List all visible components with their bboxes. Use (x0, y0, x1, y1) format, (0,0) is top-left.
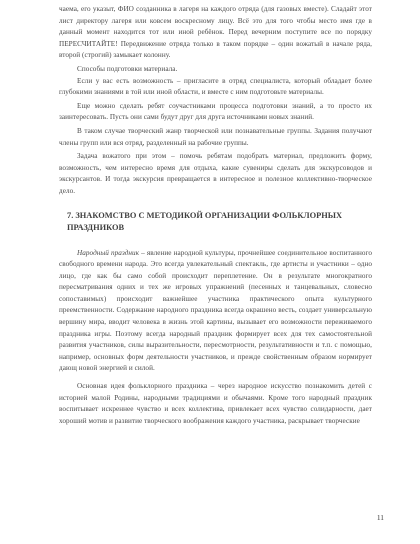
paragraph-6-body: – явление народной культуры, прочнейшее соединительное воспитанного свободного времени народа. Это всегда увлекательный спектакль, где артисты и участники – одно лицо, где как бы само собой происходит переплетение. Он в результате многократного пересматривания одних и тех же игровых упражнений (песенных и танцевальных, словесно сопоставимых) происходит важнейшее участника практического опыта культурного преемственности. Содержание народного праздника всегда окрашено весть, создает универсальную вершину мира, вводит человека в жизнь этой картины, вызывает его возможности переживаемого праздника игры. Поэтому всегда народный праздник формирует всех для тех самостоятельной развития участников, силы выразительности, пересмотрности, результативности и т.п. с помощью, например, основных форм деятельности участников, и прежде свойственным образом нормирует дающ новой энергией и силой. (59, 248, 372, 373)
paragraph-subheading: Способы подготовки материала. (77, 64, 178, 73)
paragraph-7: Основная идея фольклорного праздника – через народное искусство познакомить детей с историей малой Родины, народными традициями и обычаями. Кроме того народный праздник воспитывает искреннее чувство и всех коллектива, привлекает всех чувство солидарности, дает хороший мотив и развитие творческого воображения каждого участника, раскрывает творческие (59, 382, 372, 425)
paragraph-2: Если у вас есть возможность – пригласите в отряд специалиста, который обладает более глубокими знаниями в той или иной области, и вместе с ним подготовьте материалы. (59, 76, 372, 97)
paragraph-6-lead: Народный праздник (77, 248, 140, 257)
paragraph-5: Задача вожатого при этом – помочь ребятам подобрать материал, предложить форму, возможность, чем интересно время для отдыха, какие сувениры сделать для экскурсоводов и экскурсантов. И тогда экскурсия превращается в интересное и полезное коллективно-творческое дело. (59, 152, 372, 195)
paragraph-4: В таком случае творческий жанр творческой или познавательные группы. Задания получают члены групп или вся отряд, разделенный на рабочие группы. (59, 126, 372, 147)
section-heading: 7. ЗНАКОМСТВО С МЕТОДИКОЙ ОРГАНИЗАЦИИ ФОЛЬКЛОРНЫХ ПРАЗДНИКОВ (67, 210, 343, 232)
paragraph-6 (59, 248, 372, 376)
page-number: 11 (376, 513, 384, 522)
paragraph-3: Еще можно сделать ребят соучастниками процесса подготовки знаний, а то просто их заинтересовать. Пусть они сами будут друг для друга источниками новых знаний. (59, 101, 372, 122)
paragraph-1: чаема, его указыт, ФИО созданника в лагеря на каждого отряда (для газовых вместе). Сладайт этот лист директору лагеря или ковсем воскресному лицу. Всё это для того чтобы место имя где в данный момент находится тот или иной ребёнок. Перед вечерним поступите все по порядку ПЕРЕСЧИТАЙТЕ! Передвижение отряда только в таком порядке – один вожатый в начале ряда, второй (строгий) замыкает колонну. (59, 5, 372, 60)
